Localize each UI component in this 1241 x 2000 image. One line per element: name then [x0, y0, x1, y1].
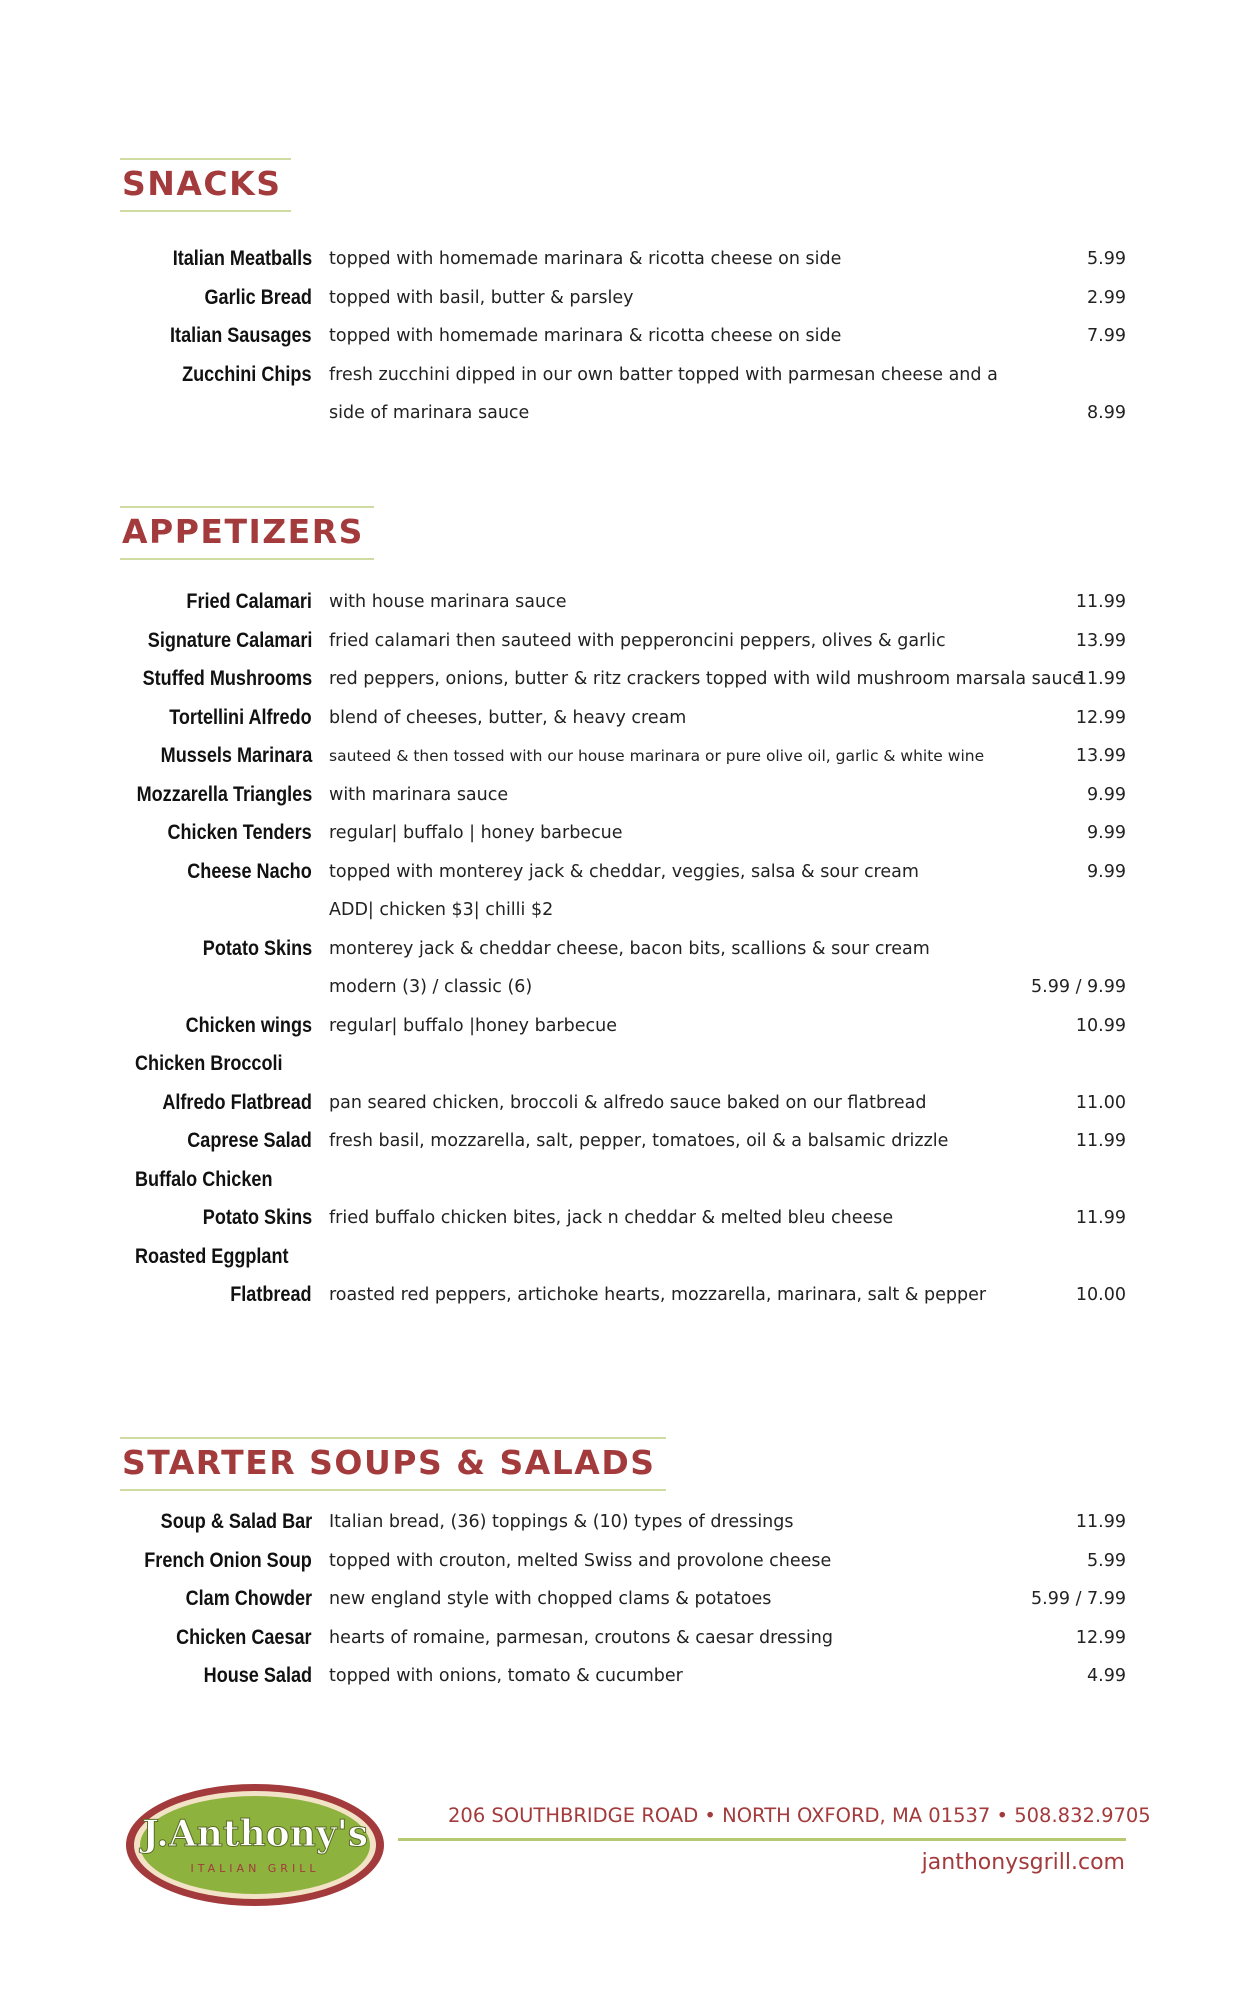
soups-heading-wrap — [120, 1437, 666, 1491]
menu-item-price: 5.99 — [1087, 1550, 1126, 1571]
menu-item-description: pan seared chicken, broccoli & alfredo sauce baked on our flatbread — [329, 1092, 927, 1113]
menu-item-row — [0, 590, 1241, 628]
menu-item-name: Chicken Broccoli — [135, 1052, 283, 1075]
menu-item-price: 2.99 — [1087, 287, 1126, 308]
menu-item-description: topped with onions, tomato & cucumber — [329, 1666, 683, 1686]
menu-item-row — [0, 629, 1241, 667]
menu-item-name: Cheese Nacho — [187, 859, 312, 883]
menu-item-row — [0, 1549, 1241, 1587]
menu-item-row — [0, 975, 1241, 1013]
menu-item-price: 4.99 — [1087, 1666, 1126, 1686]
menu-item-row — [0, 1129, 1241, 1167]
menu-item-row — [0, 821, 1241, 859]
logo-name: J.Anthony's — [141, 1813, 369, 1855]
menu-item-row — [0, 937, 1241, 975]
menu-item-description: fresh zucchini dipped in our own batter topped with parmesan cheese and a — [329, 364, 998, 385]
menu-item-description: with house marinara sauce — [329, 592, 567, 612]
menu-item-name: Fried Calamari — [186, 590, 312, 613]
menu-item-name: Caprese Salad — [187, 1129, 312, 1152]
menu-item-name: Tortellini Alfredo — [169, 705, 312, 729]
menu-item-row — [0, 1245, 1241, 1283]
menu-item-price: 9.99 — [1087, 784, 1126, 805]
menu-item-description: fried calamari then sauteed with pepperoncini peppers, olives & garlic — [329, 630, 946, 651]
menu-item-description: fresh basil, mozzarella, salt, pepper, tomatoes, oil & a balsamic drizzle — [329, 1131, 949, 1151]
menu-item-row — [0, 898, 1241, 936]
menu-item-name: Soup & Salad Bar — [160, 1510, 312, 1533]
menu-item-row — [0, 401, 1241, 439]
menu-item-name: Italian Sausages — [170, 324, 312, 347]
menu-item-description: red peppers, onions, butter & ritz crackers topped with wild mushroom marsala sauce — [329, 669, 1083, 689]
menu-item-row — [0, 324, 1241, 362]
footer-rule — [398, 1838, 1126, 1841]
menu-item-description: fried buffalo chicken bites, jack n cheddar & melted bleu cheese — [329, 1208, 894, 1228]
jay-anthonys-logo — [124, 1782, 386, 1908]
menu-item-description: modern (3) / classic (6) — [329, 977, 533, 997]
appetizers-heading-wrap — [120, 506, 374, 560]
snacks-heading: SNACKS — [120, 158, 291, 212]
menu-item-price: 9.99 — [1087, 861, 1126, 882]
menu-item-row — [0, 1206, 1241, 1244]
menu-item-price: 12.99 — [1075, 707, 1126, 728]
menu-item-row — [0, 783, 1241, 821]
menu-item-description: topped with crouton, melted Swiss and provolone cheese — [329, 1550, 832, 1571]
menu-item-description: sauteed & then tossed with our house marinara or pure olive oil, garlic & white wine — [329, 747, 985, 765]
menu-item-price: 10.00 — [1075, 1285, 1126, 1305]
menu-item-price: 13.99 — [1075, 630, 1126, 651]
menu-item-description: hearts of romaine, parmesan, croutons & caesar dressing — [329, 1627, 833, 1648]
menu-item-row — [0, 1587, 1241, 1625]
menu-item-row — [0, 860, 1241, 898]
menu-item-price: 13.99 — [1075, 746, 1126, 766]
menu-item-row — [0, 286, 1241, 324]
menu-item-row — [0, 1510, 1241, 1548]
menu-item-row — [0, 1664, 1241, 1702]
menu-item-description: monterey jack & cheddar cheese, bacon bits, scallions & sour cream — [329, 938, 930, 959]
menu-item-price: 8.99 — [1087, 403, 1126, 423]
menu-item-row — [0, 247, 1241, 285]
menu-item-description: blend of cheeses, butter, & heavy cream — [329, 707, 687, 728]
menu-item-name: Potato Skins — [202, 936, 312, 960]
menu-item-price: 11.00 — [1075, 1092, 1126, 1113]
menu-item-description: with marinara sauce — [329, 784, 509, 805]
menu-item-row — [0, 363, 1241, 401]
address-line: 206 SOUTHBRIDGE ROAD • NORTH OXFORD, MA 01537 • 508.832.9705 — [448, 1804, 1151, 1827]
menu-item-description: topped with homemade marinara & ricotta cheese on side — [329, 249, 842, 269]
menu-item-name: Zucchini Chips — [182, 362, 312, 386]
menu-item-price: 11.99 — [1075, 592, 1126, 612]
menu-item-description: regular| buffalo | honey barbecue — [329, 823, 623, 843]
appetizers-heading: APPETIZERS — [120, 506, 374, 560]
menu-item-row — [0, 744, 1241, 782]
soups-heading: STARTER SOUPS & SALADS — [120, 1437, 666, 1491]
menu-item-price: 5.99 — [1087, 249, 1126, 269]
menu-item-name: Clam Chowder — [185, 1587, 312, 1610]
menu-item-name: Chicken Tenders — [167, 821, 312, 844]
menu-item-description: topped with monterey jack & cheddar, veggies, salsa & sour cream — [329, 861, 919, 882]
menu-item-row — [0, 1052, 1241, 1090]
menu-item-row — [0, 1168, 1241, 1206]
menu-item-price: 11.99 — [1075, 1208, 1126, 1228]
menu-item-row — [0, 667, 1241, 705]
menu-item-price: 5.99 / 7.99 — [1031, 1589, 1126, 1609]
menu-item-row — [0, 1283, 1241, 1321]
menu-item-name: Garlic Bread — [204, 285, 312, 309]
menu-item-description: regular| buffalo |honey barbecue — [329, 1015, 617, 1036]
menu-item-name: Alfredo Flatbread — [162, 1090, 312, 1114]
menu-item-name: Flatbread — [230, 1283, 312, 1306]
menu-item-name: French Onion Soup — [144, 1548, 312, 1572]
menu-item-price: 9.99 — [1087, 823, 1126, 843]
snacks-heading-wrap — [120, 158, 291, 212]
menu-item-row — [0, 706, 1241, 744]
menu-item-name: Potato Skins — [202, 1206, 312, 1229]
menu-item-name: Mussels Marinara — [160, 744, 312, 767]
menu-item-price: 12.99 — [1075, 1627, 1126, 1648]
logo-subtitle: ITALIAN GRILL — [190, 1862, 320, 1875]
menu-item-description: ADD| chicken $3| chilli $2 — [329, 900, 554, 920]
menu-item-price: 10.99 — [1075, 1015, 1126, 1036]
menu-item-name: House Salad — [203, 1664, 312, 1687]
menu-item-price: 11.99 — [1075, 1131, 1126, 1151]
menu-item-price: 5.99 / 9.99 — [1031, 977, 1126, 997]
menu-item-price: 11.99 — [1075, 669, 1126, 689]
menu-item-price: 11.99 — [1075, 1512, 1126, 1532]
website-link[interactable]: janthonysgrill.com — [921, 1850, 1125, 1875]
menu-item-row — [0, 1014, 1241, 1052]
menu-item-name: Stuffed Mushrooms — [142, 667, 312, 690]
menu-item-name: Buffalo Chicken — [135, 1167, 273, 1191]
menu-item-description: topped with basil, butter & parsley — [329, 287, 634, 308]
menu-item-description: side of marinara sauce — [329, 403, 530, 423]
menu-item-description: Italian bread, (36) toppings & (10) types of dressings — [329, 1512, 794, 1532]
menu-item-name: Italian Meatballs — [172, 247, 312, 270]
menu-item-name: Mozzarella Triangles — [136, 782, 312, 806]
menu-item-row — [0, 1626, 1241, 1664]
menu-item-price: 7.99 — [1087, 326, 1126, 346]
menu-item-name: Chicken Caesar — [176, 1625, 312, 1649]
menu-item-name: Roasted Eggplant — [135, 1244, 289, 1268]
menu-item-name: Chicken wings — [185, 1013, 312, 1037]
menu-item-description: topped with homemade marinara & ricotta cheese on side — [329, 326, 842, 346]
menu-item-description: roasted red peppers, artichoke hearts, mozzarella, marinara, salt & pepper — [329, 1285, 987, 1305]
menu-item-row — [0, 1091, 1241, 1129]
menu-item-name: Signature Calamari — [147, 628, 312, 652]
menu-item-description: new england style with chopped clams & potatoes — [329, 1589, 772, 1609]
